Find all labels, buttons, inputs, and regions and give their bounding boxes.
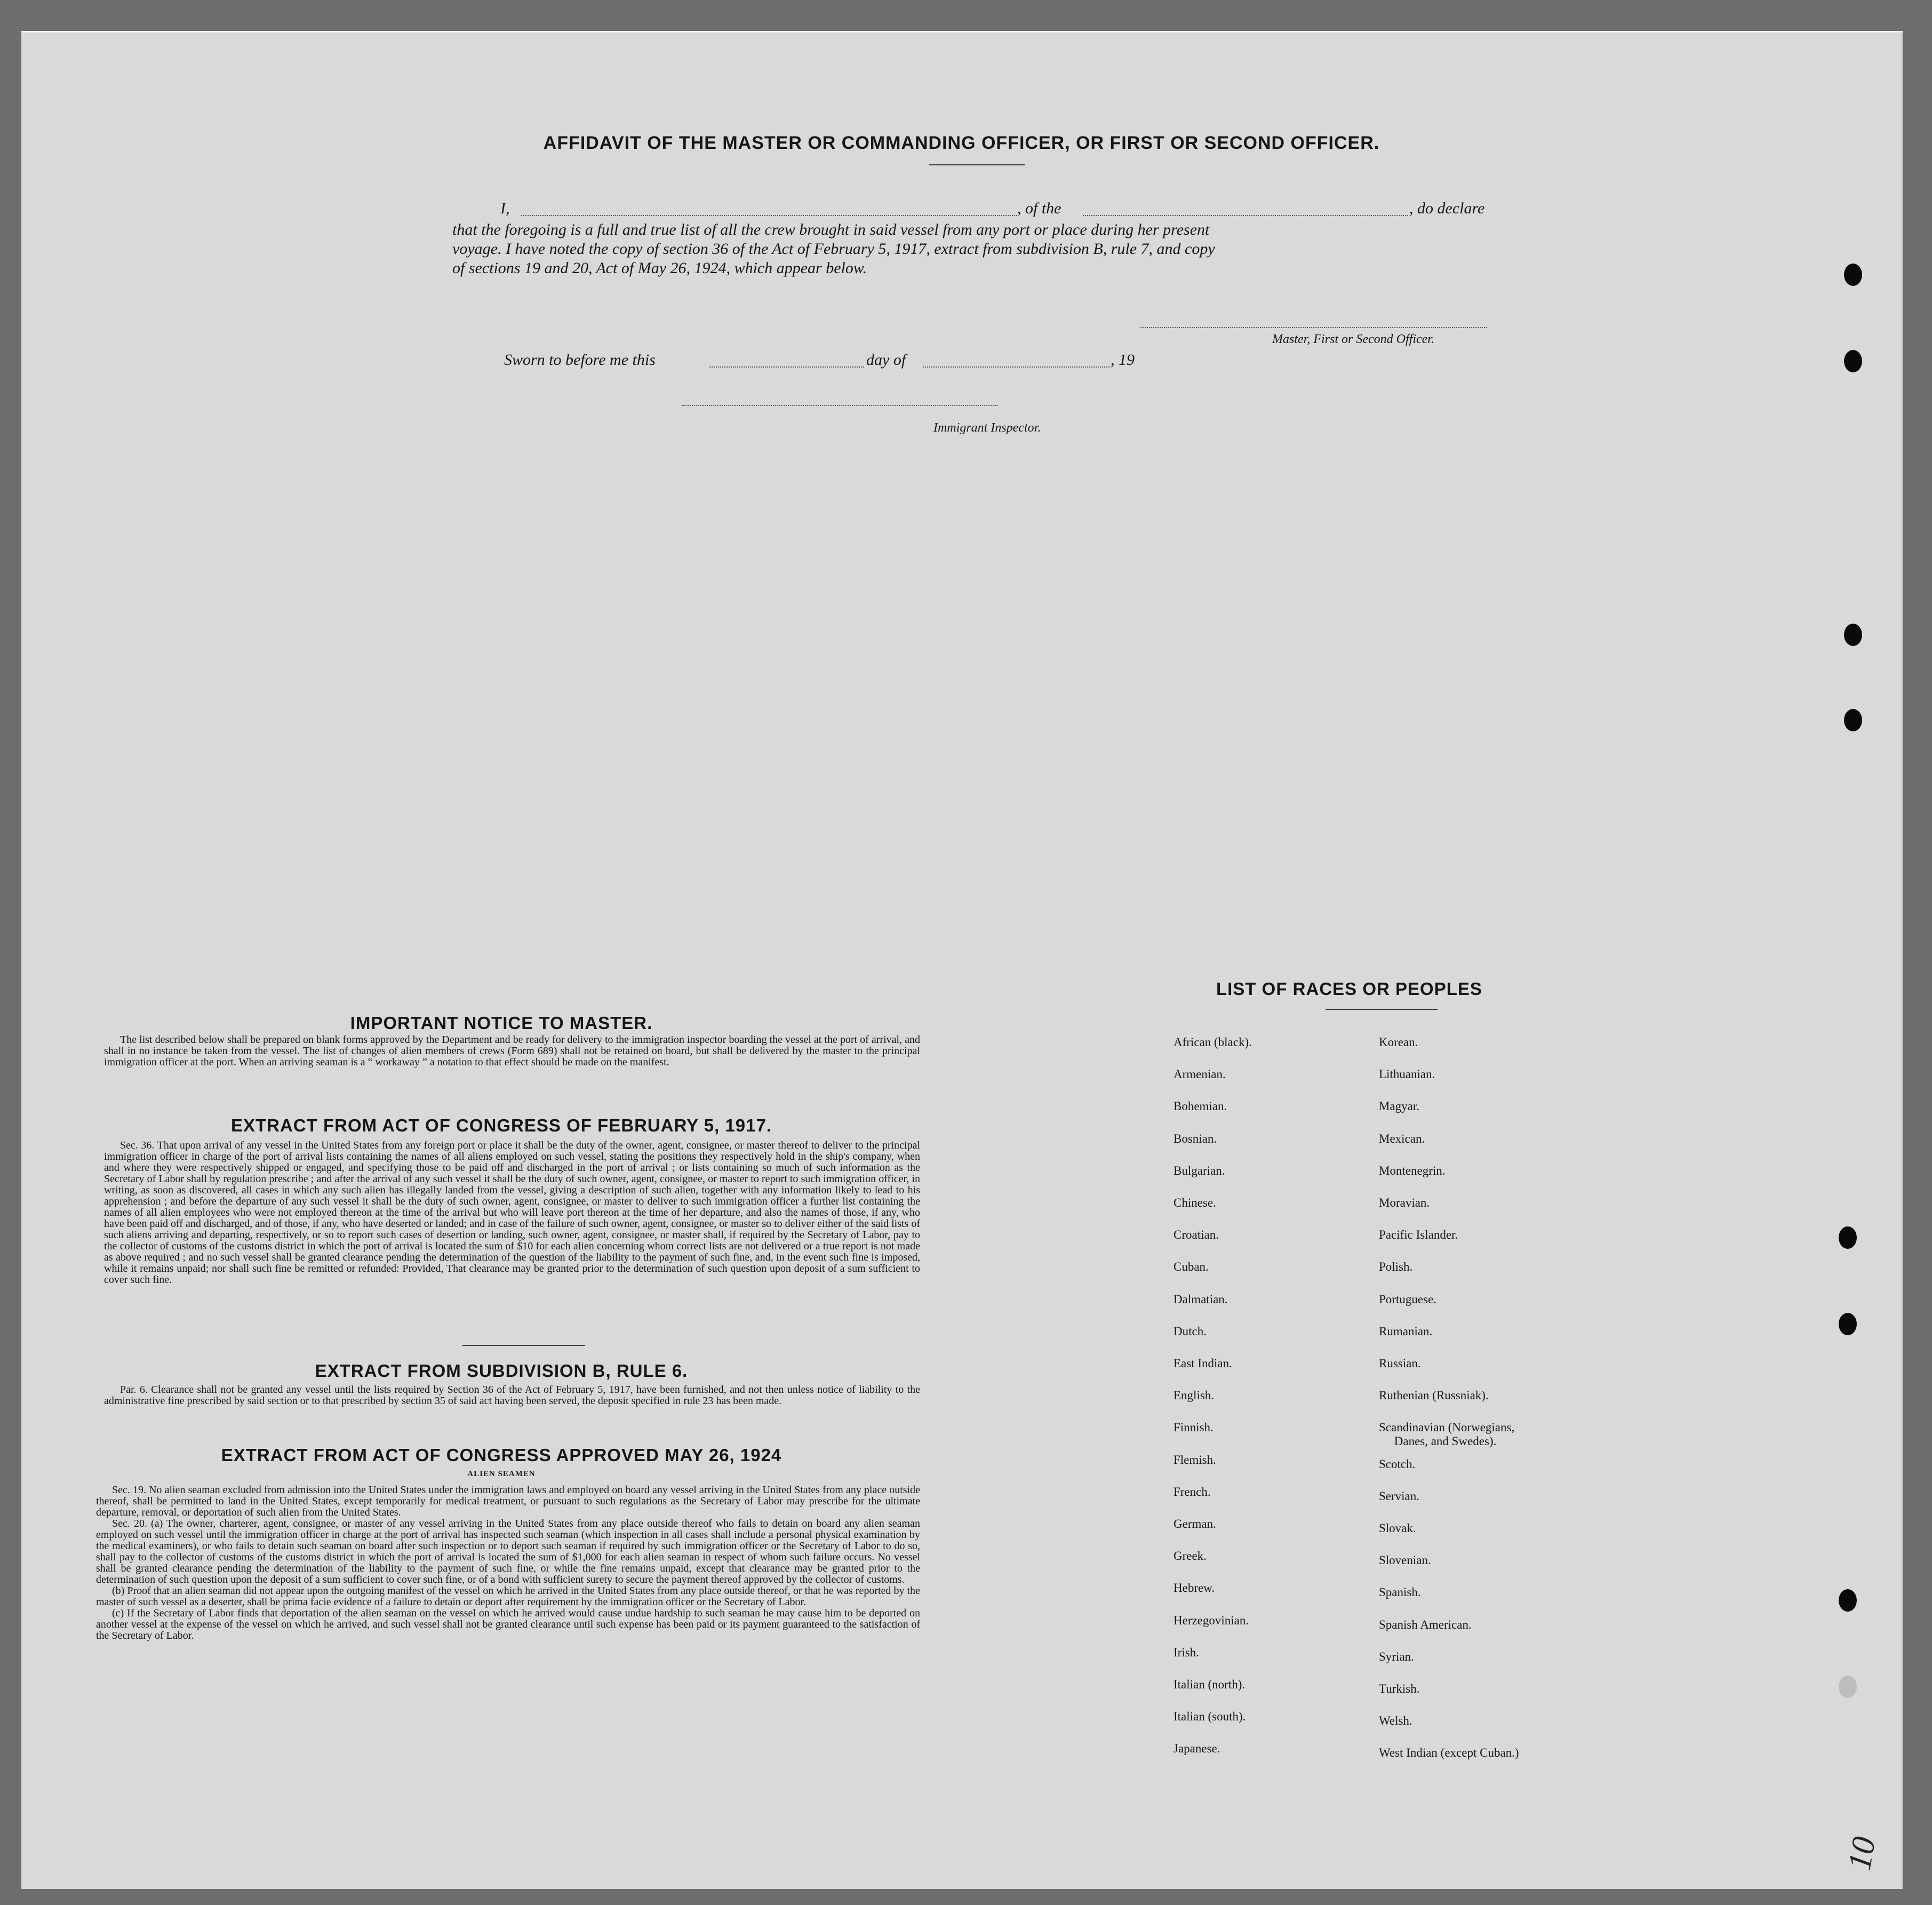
race-item: Hebrew. bbox=[1173, 1581, 1215, 1595]
race-item: Polish. bbox=[1379, 1260, 1413, 1274]
affidavit-title: AFFIDAVIT OF THE MASTER OR COMMANDING OFFICER, OR FIRST OR SECOND OFFICER. bbox=[543, 133, 1380, 153]
master-signature-label: Master, First or Second Officer. bbox=[1272, 332, 1434, 346]
race-item: Syrian. bbox=[1379, 1649, 1414, 1663]
extract-1924-paragraph: Sec. 20. (a) The owner, charterer, agent, consignee, or master of any vessel arriving in the United States from any place outside thereof who fails to detain on board any alien seaman employed on such vessel until the immigration officer in charge at the port of arrival has inspected such seaman (which inspection in all cases shall include a personal physical examination by the medical examiners), or who fails to detain such seaman on board after such inspection or to deport such seaman if required by such immigration officer or the Secretary of Labor to do so, shall pay to the collector of customs of the customs district in which the port of arrival is located the sum of $1,000 for each alien seaman in respect of whom such failure occurs. No vessel shall be granted clearance pending the determination of the liability to the payment of such fine, or while the fine remains unpaid, except that clearance may be granted prior to the determination of such question upon the deposit of a sum sufficient to cover such fine, or of a bond with sufficient surety to secure the payment thereof approved by the collector of customs. bbox=[96, 1518, 920, 1585]
title-divider bbox=[929, 164, 1025, 165]
race-item: Portuguese. bbox=[1379, 1292, 1436, 1306]
race-item: Bohemian. bbox=[1173, 1099, 1227, 1113]
extract-1924-text bbox=[96, 1485, 920, 1641]
inspector-signature-line[interactable] bbox=[682, 405, 997, 406]
race-item: Magyar. bbox=[1379, 1099, 1420, 1113]
race-item: Rumanian. bbox=[1379, 1324, 1433, 1338]
inspector-signature-label: Immigrant Inspector. bbox=[933, 421, 1041, 435]
punch-hole bbox=[1844, 264, 1862, 286]
punch-hole bbox=[1839, 1676, 1857, 1698]
affidavit-declare: , do declare bbox=[1409, 200, 1485, 217]
extract-rule6-title: EXTRACT FROM SUBDIVISION B, RULE 6. bbox=[315, 1361, 688, 1381]
race-item: Chinese. bbox=[1173, 1196, 1216, 1209]
race-item: Dutch. bbox=[1173, 1324, 1207, 1338]
sworn-year: , 19 bbox=[1111, 351, 1135, 369]
race-item: Lithuanian. bbox=[1379, 1067, 1435, 1081]
document-page bbox=[21, 31, 1903, 1889]
race-item: Turkish. bbox=[1379, 1682, 1420, 1695]
punch-hole bbox=[1844, 709, 1862, 731]
race-item: Russian. bbox=[1379, 1357, 1421, 1370]
race-item: Welsh. bbox=[1379, 1714, 1412, 1728]
race-item: Croatian. bbox=[1173, 1228, 1219, 1242]
race-item: Slovenian. bbox=[1379, 1553, 1431, 1567]
extract-1924-paragraph: (b) Proof that an alien seaman did not appear upon the outgoing manifest of the vessel on which he arrived in the United States from any place outside thereof, or that he was reported by the master of such vessel as a deserter, shall be prima facie evidence of a failure to detain or deport after requirement by the immigration officer or the Secretary of Labor. bbox=[96, 1585, 920, 1608]
race-item: Finnish. bbox=[1173, 1421, 1214, 1434]
affidavit-body-1: that the foregoing is a full and true list of all the crew brought in said vessel from any port or place during her present bbox=[452, 221, 1210, 238]
race-item: Montenegrin. bbox=[1379, 1163, 1446, 1177]
race-item: Italian (south). bbox=[1173, 1710, 1246, 1724]
races-title: LIST OF RACES OR PEOPLES bbox=[1216, 979, 1482, 999]
race-item: Herzegovinian. bbox=[1173, 1613, 1249, 1627]
master-signature-line[interactable] bbox=[1140, 327, 1487, 328]
races-divider bbox=[1326, 1009, 1438, 1010]
extract-1917-title: EXTRACT FROM ACT OF CONGRESS OF FEBRUARY 5, 1917. bbox=[230, 1115, 772, 1135]
race-item: Flemish. bbox=[1173, 1453, 1216, 1466]
extract-1917-text bbox=[104, 1140, 920, 1286]
name-blank[interactable] bbox=[521, 215, 1017, 216]
extract-1917-paragraph: Sec. 36. That upon arrival of any vessel in the United States from any foreign port or place it shall be the duty of the owner, agent, consignee, or master thereof to deliver to the principal immigration officer in charge of the port of arrival lists containing the names of all aliens employed on such vessel, stating the positions they respectively hold in the ship's company, when and where they were respectively shipped or engaged, and specifying those to be paid off and discharged in the port of arrival ; or lists containing so much of such information as the Secretary of Labor shall by regulation prescribe ; and after the arrival of any such vessel it shall be the duty of such owner, agent, consignee, or master to report to such immigration officer, in writing, as soon as discovered, all cases in which any such alien has illegally landed from the vessel, giving a description of such alien, together with any information likely to lead to his apprehension ; and before the departure of any such vessel it shall be the duty of such owner, agent, consignee, or master to deliver to such immigration officer a further list containing the names of all alien employees who were not employed thereon at the time of the arrival but who will leave port thereon at the time of her departure, and also the names of those, if any, who have been paid off and discharged, and of those, if any, who have deserted or landed; and in case of the failure of such owner, agent, consignee, or master so to deliver either of the said lists of such aliens arriving and departing, respectively, or so to report such cases of desertion or landing, such owner, agent, consignee, or master shall, if required by the Secretary of Labor, pay to the collector of customs of the customs district in which the port of arrival is located the sum of $10 for each alien concerning whom correct lists are not delivered or a true report is not made as above required ; and no such vessel shall be granted clearance pending the determination of the question of the liability to the payment of such fine, and, in the event such fine is imposed, while it remains unpaid; nor shall such fine be remitted or refunded: Provided, That clearance may be granted prior to the determination of such question upon deposit of a sum sufficient to cover such fine. bbox=[104, 1139, 920, 1286]
race-item: Japanese. bbox=[1173, 1742, 1220, 1756]
race-item: Italian (north). bbox=[1173, 1678, 1246, 1691]
affidavit-body-2: voyage. I have noted the copy of section 36 of the Act of February 5, 1917, extract from subdivision B, rule 7, and copy bbox=[452, 240, 1215, 258]
race-item: Dalmatian. bbox=[1173, 1292, 1228, 1306]
extract-1924-title: EXTRACT FROM ACT OF CONGRESS APPROVED MAY 26, 1924 bbox=[221, 1445, 782, 1465]
race-item: Korean. bbox=[1379, 1035, 1418, 1049]
race-item: Armenian. bbox=[1173, 1067, 1226, 1081]
punch-hole bbox=[1839, 1226, 1857, 1249]
section-divider bbox=[462, 1345, 585, 1346]
race-item: Greek. bbox=[1173, 1549, 1207, 1563]
sworn-month-blank[interactable] bbox=[923, 366, 1109, 368]
extract-rule6-text bbox=[104, 1384, 920, 1407]
race-item: Scotch. bbox=[1379, 1457, 1416, 1471]
notice-text bbox=[104, 1034, 920, 1068]
punch-hole bbox=[1844, 624, 1862, 646]
race-item: German. bbox=[1173, 1517, 1216, 1531]
extract-rule6-paragraph: Par. 6. Clearance shall not be granted any vessel until the lists required by Section 36 of the Act of February 5, 1917, have been furnished, and not then unless notice of liability to the administrative fine prescribed by said section or to that prescribed by section 35 of said act having been served, the deposit specified in rule 23 has been made. bbox=[104, 1384, 920, 1407]
vessel-blank[interactable] bbox=[1083, 215, 1408, 216]
punch-hole bbox=[1844, 350, 1862, 372]
race-item: Spanish. bbox=[1379, 1585, 1421, 1599]
extract-1924-paragraph: (c) If the Secretary of Labor finds that deportation of the alien seaman on the vessel on which he arrived would cause undue hardship to such seaman he may cause him to be deported on another vessel at the expense of the vessel on which he arrived, and such vessel shall not be granted clearance until such expense has been paid or its payment guaranteed to the satisfaction of the Secretary of Labor. bbox=[96, 1607, 920, 1641]
page-mark: 10 bbox=[1841, 1834, 1883, 1873]
race-item: Scandinavian (Norwegians, Danes, and Swedes). bbox=[1379, 1421, 1515, 1448]
race-item: Spanish American. bbox=[1379, 1617, 1472, 1631]
sworn-prefix: Sworn to before me this bbox=[504, 351, 656, 369]
race-item: French. bbox=[1173, 1485, 1211, 1499]
race-item: West Indian (except Cuban.) bbox=[1379, 1746, 1519, 1760]
race-item: Irish. bbox=[1173, 1645, 1199, 1659]
affidavit-body-3: of sections 19 and 20, Act of May 26, 1924, which appear below. bbox=[452, 259, 867, 277]
race-item: Pacific Islander. bbox=[1379, 1228, 1458, 1242]
race-item: African (black). bbox=[1173, 1035, 1252, 1049]
sworn-day-blank[interactable] bbox=[709, 366, 864, 368]
race-item: Cuban. bbox=[1173, 1260, 1209, 1274]
notice-title: IMPORTANT NOTICE TO MASTER. bbox=[350, 1013, 653, 1033]
race-item: Moravian. bbox=[1379, 1196, 1430, 1209]
race-item: Bosnian. bbox=[1173, 1131, 1217, 1145]
extract-1924-subtitle: ALIEN SEAMEN bbox=[467, 1470, 536, 1478]
punch-hole bbox=[1839, 1589, 1857, 1612]
race-item: Ruthenian (Russniak). bbox=[1379, 1389, 1489, 1402]
race-item: Mexican. bbox=[1379, 1131, 1425, 1145]
race-item: English. bbox=[1173, 1389, 1215, 1402]
race-item: Servian. bbox=[1379, 1489, 1420, 1503]
notice-paragraph: The list described below shall be prepared on blank forms approved by the Department and be ready for delivery to the immigration inspector boarding the vessel at the port of arrival, and shall in no instance be taken from the vessel. The list of changes of alien members of crews (Form 689) shall not be retained on board, but shall be delivered by the master to the principal immigration officer at the port. When an arriving seaman is a “ workaway ” a notation to that effect should be made on the manifest. bbox=[104, 1034, 920, 1068]
affidavit-of-the: , of the bbox=[1017, 200, 1061, 217]
punch-hole bbox=[1839, 1313, 1857, 1335]
extract-1924-paragraph: Sec. 19. No alien seaman excluded from admission into the United States under the immigration laws and employed on board any vessel arriving in the United States from any place outside thereof, shall be permitted to land in the United States, except temporarily for medical treatment, or pursuant to such regulations as the Secretary of Labor may prescribe for the ultimate departure, removal, or deportation of such alien from the United States. bbox=[96, 1484, 920, 1518]
affidavit-i: I, bbox=[500, 200, 510, 217]
race-item: Slovak. bbox=[1379, 1521, 1416, 1535]
race-item: East Indian. bbox=[1173, 1357, 1232, 1370]
race-item: Bulgarian. bbox=[1173, 1163, 1225, 1177]
sworn-day-of: day of bbox=[866, 351, 906, 369]
